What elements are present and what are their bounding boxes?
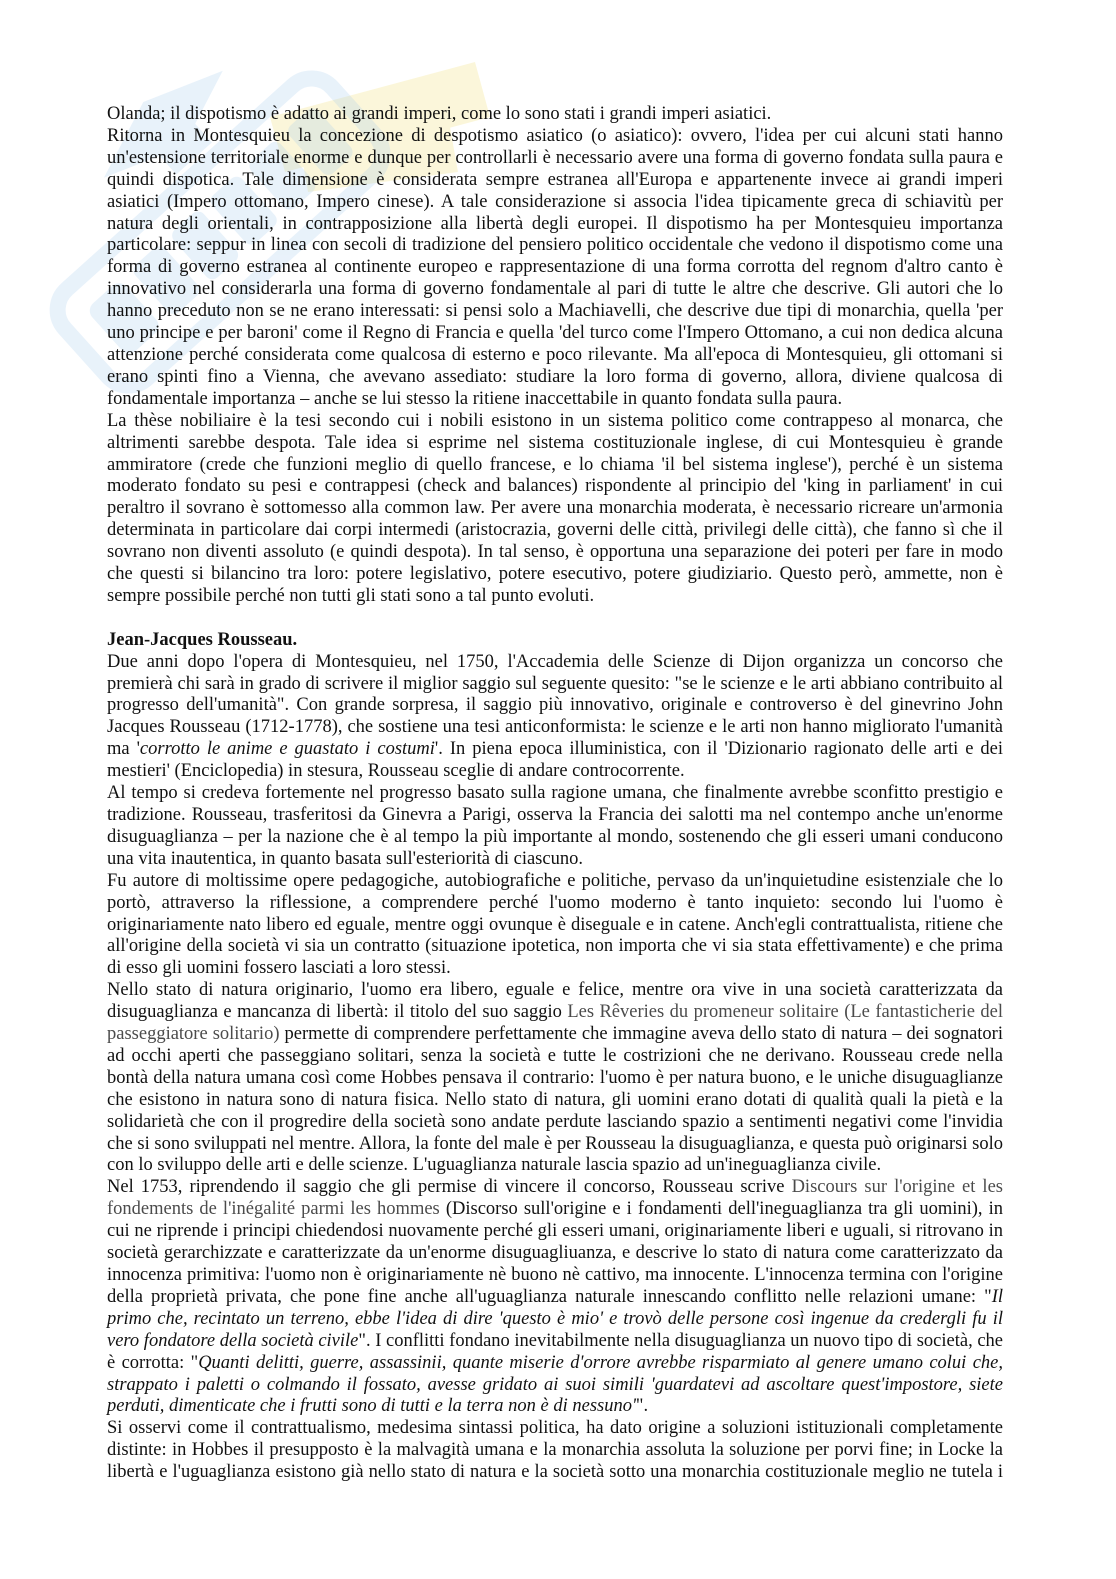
paragraph-text: permette di comprendere perfettamente che immagine aveva dello stato di natura – dei sognatori ad occhi aperti che passeggiano solitari, senza la società e tutte le costrizioni che ne derivano. Rousseau crede nella bontà della natura umana così come Hobbes pensava il contrario: l'uomo è per natura buono, e le uniche disuguaglianze che esistono in natura sono di natura fisica. Nello stato di natura, gli uomini erano dotati di qualità quali la pietà e la solidarietà che con il progredire della società sono andate perdute lasciando spazio a sentimenti negativi come l'invidia che si sono sviluppati nel mentre. Allora, la fonte del male è per Rousseau la disuguaglianza, e questa può originarsi solo con lo sviluppo delle arti e delle scienze. L'uguaglianza naturale lascia spazio ad un'ineguaglianza civile.: [107, 1024, 1003, 1176]
paragraph-asiatic-despotism: [107, 126, 1003, 411]
book-title: Les Rêveries du promeneur solitaire (Le fantasticherie del passeggiatore solitario): [107, 1002, 1004, 1045]
paragraph-text: ".: [635, 1396, 649, 1417]
section-heading-rousseau: Jean-Jacques Rousseau.: [107, 629, 298, 650]
paragraph-discours: [107, 1177, 1003, 1418]
paragraph-text: Fu autore di moltissime opere pedagogiche, autobiografiche e politiche, pervaso da un'inquietudine esistenziale che lo portò, attraverso la riflessione, a comprendere perché l'uomo moderno è tanto inquieto: secondo lui l'uomo è originariamente nato libero ed eguale, mentre oggi ovunque è diseguale e in catene. Anch'egli contrattualista, ritiene che all'origine della società vi sia un contratto (situazione ipotetica, non importa che vi sia stata effettivamente) e che prima di esso gli uomini fossero lasciati a loro stessi.: [107, 870, 1003, 979]
italic-quote: corrotto le anime e guastato i costumi: [139, 739, 435, 760]
paragraph-dijon-contest: [107, 652, 1003, 783]
paragraph-text: Ritorna in Montesquieu la concezione di despotismo asiatico (o asiatico): ovvero, l'idea per cui alcuni stati hanno un'estensione territoriale enorme e dunque per controllarli è necessario avere una forma di governo fondata sulla paura e quindi dispotica. Tale dimensione è considerata sempre estranea all'Europa e appartenente invece ai grandi imperi asiatici (Impero ottomano, Impero cinese). A tale considerazione si associa l'idea tipicamente greca di schiavitù per natura degli orientali, in contrapposizione alla libertà degli europei. Il dispotismo ha per Montesquieu importanza particolare: seppur in linea con secoli di tradizione del pensiero politico occidentale che vedono il dispotismo come una forma di governo estranea al continente europeo e rappresentazione di una forma corrotta del regnom d'altro canto è innovativo nel considerarla una forma di governo fondamentale al pari di tutte le altre che descrive. Gli autori che lo hanno preceduto non se ne erano interessati: si pensi solo a Machiavelli, che descrive due tipi di monarchia, quella 'per uno principe e per baroni' come il Regno di Francia e quella 'del turco come l'Impero Ottomano, a cui non dedica alcuna attenzione perché considerata come qualcosa di esterno e poco rilevante. Ma all'epoca di Montesquieu, gli ottomani si erano spinti fino a Vienna, che avevano assediato: studiare la loro forma di governo, allora, diviene qualcosa di fondamentale importanza – anche se lui stesso la ritiene inaccettabile in quanto fondata sulla paura.: [107, 125, 1003, 409]
paragraph-contractualism: [107, 1418, 1003, 1484]
paragraph-state-of-nature: [107, 980, 1003, 1177]
paragraph-text: La thèse nobiliaire è la tesi secondo cui i nobili esistono in un sistema politico come contrappeso al monarca, che altrimenti sarebbe despota. Tale idea si esprime nel sistema costituzionale inglese, di cui Montesquieu è grande ammiratore (crede che funzioni meglio di quello francese, e lo chiama 'il bel sistema inglese'), perché è un sistema moderato fondato su pesi e contrappesi (check and balances) rispondente al principio del 'king in parliament' in cui peraltro il sovrano è sottomesso alla common law. Per avere una monarchia moderata, è necessario ricreare un'armonia determinata in particolare dai corpi intermedi (aristocrazia, governi delle città, privilegi delle città), che fanno sì che il sovrano non diventi assoluto (e quindi despota). In tal senso, è opportuna una separazione dei poteri per fare in modo che questi si bilancino tra loro: potere legislativo, potere esecutivo, potere giudiziario. Questo però, ammette, non è sempre possibile perché non tutti gli stati sono a tal punto evoluti.: [107, 410, 1003, 606]
paragraph-text: '. In piena epoca illuministica, con il 'Dizionario ragionato delle arti e dei mestieri' (Enciclopedia) in stesura, Rousseau sceglie di andare controcorrente.: [107, 739, 1004, 782]
paragraph-text: Nello stato di natura originario, l'uomo era libero, eguale e felice, mentre ora vive in una società caratterizzata da disuguaglianza e mancanza di libertà: il titolo del suo saggio: [107, 980, 1003, 1023]
paragraph-text: (Discorso sull'origine e i fondamenti dell'ineguaglianza tra gli uomini), in cui ne riprende i principi chiedendosi nuovamente perché gli esseri umani, originariamente liberi e uguali, si ritrovano in società gerarchizzate e caratterizzate da un'enorme disuguagliuanza, e descrive lo stato di natura come caratterizzato da innocenza primitiva: l'uomo non è originariamente nè buono nè cattivo, ma innocente. L'innocenza termina con l'origine della proprietà privata, che pone fine anche all'uguaglianza naturale innescando conflitto nelle relazioni umane: ": [107, 1199, 1003, 1307]
paragraph-works: [107, 871, 1003, 981]
paragraph-these-nobiliaire: [107, 411, 1003, 608]
paragraph-text: Si osservi come il contrattualismo, medesima sintassi politica, ha dato origine a soluzioni istituzionali completamente distinte: in Hobbes il presupposto è la malvagità umana e la monarchia assoluta la soluzione per porvi fine; in Locke la libertà e l'uguaglianza esistono già nello stato di natura e la società sotto una monarchia costituzionale meglio ne tutela i: [107, 1418, 1003, 1483]
document-body: [107, 104, 1003, 1484]
paragraph-despotism-continuation: [107, 104, 1003, 126]
book-title: Discours sur l'origine et les fondements de l'inégalité parmi les hommes: [107, 1177, 1003, 1220]
paragraph-text: Nel 1753, riprendendo il saggio che gli permise di vincere il concorso, Rousseau scrive: [107, 1177, 792, 1198]
paragraph-text: Al tempo si credeva fortemente nel progresso basato sulla ragione umana, che finalmente avrebbe sconfitto prestigio e tradizione. Rousseau, trasferitosi da Ginevra a Parigi, osserva la Francia dei salotti ma nel contempo anche un'enorme disuguaglianza – per la nazione che è al tempo la più importante al mondo, sostenendo che gli esseri umani conducono una vita inautentica, in quanto basata sull'esteriorità di ciascuno.: [107, 783, 1003, 869]
paragraph-text: ". I conflitti fondano inevitabilmente nella disuguaglianza un nuovo tipo di società, che è corrotta: ": [107, 1330, 1003, 1373]
italic-quote: Il primo che, recintato un terreno, ebbe l'idea di dire 'questo è mio' e trovò delle persone così ingenue da credergli fu il vero fondatore della società civile: [107, 1286, 1003, 1351]
paragraph-progress: [107, 783, 1003, 871]
paragraph-text: Olanda; il dispotismo è adatto ai grandi imperi, come lo sono stati i grandi imperi asiatici.: [107, 104, 772, 124]
italic-quote: Quanti delitti, guerre, assassinii, quante miserie d'orrore avrebbe risparmiato al genere umano colui che, strappato i paletti o colmando il fossato, avesse gridato ai suoi simili 'guardatevi ad ascoltare quest'impostore, siete perduti, dimenticate che i frutti sono di tutti e la terra non è di nessuno': [107, 1352, 1003, 1417]
paragraph-text: Due anni dopo l'opera di Montesquieu, nel 1750, l'Accademia delle Scienze di Dijon organizza un concorso che premierà chi sarà in grado di scrivere il miglior saggio sul seguente quesito: "se le scienze e le arti abbiano contribuito al progresso dell'umanità". Con grande sorpresa, il saggio più innovativo, originale e controverso è del ginevrino John Jacques Rousseau (1712-1778), che sostiene una tesi anticonformista: le scienze e le arti non hanno migliorato l'umanità ma ': [107, 651, 1003, 760]
